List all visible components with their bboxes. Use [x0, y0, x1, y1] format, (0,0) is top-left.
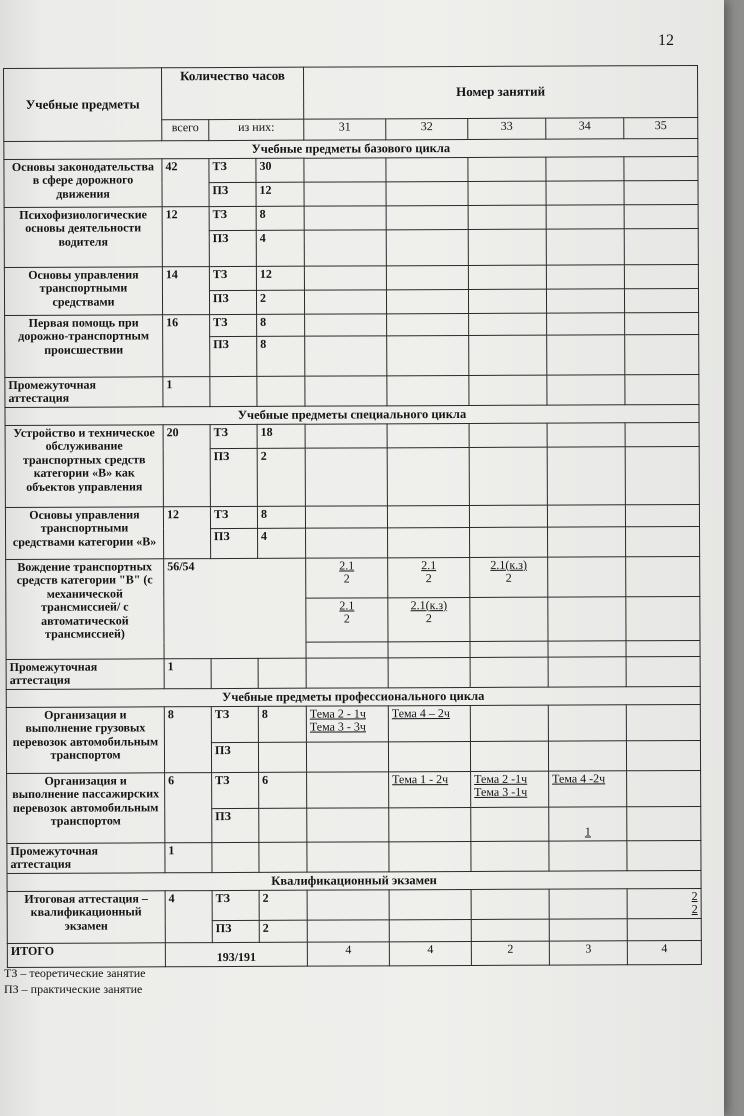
header-row: [4, 65, 698, 120]
type-pz: ПЗ: [211, 742, 258, 772]
hours-tz: 8: [257, 314, 305, 336]
lesson-cell: 2 2: [627, 888, 701, 918]
subject-name: Первая помощь при дорожно-транспортным происшествии: [5, 315, 163, 378]
total-hours: 193/191: [165, 942, 307, 967]
hours-tz: 8: [257, 506, 305, 528]
table-row: [6, 556, 700, 599]
table-row: [6, 704, 700, 743]
legend: [4, 965, 145, 997]
lesson-cell: 2.1(к.з) 2: [388, 597, 470, 641]
type-pz: ПЗ: [211, 528, 258, 558]
table-row: [5, 504, 699, 529]
total-row: [7, 940, 701, 967]
lesson-cell: 1: [549, 807, 627, 841]
subject-total: 14: [162, 267, 209, 315]
type-pz: ПЗ: [209, 182, 256, 206]
lesson-number: 31: [304, 119, 386, 140]
type-tz: ТЗ: [210, 506, 257, 528]
hours-pz: 12: [256, 182, 304, 206]
hours-pz: 8: [257, 336, 305, 376]
section-special: Учебные предметы специального цикла: [5, 404, 699, 425]
hours-pz: 4: [258, 528, 306, 558]
table-row: [7, 840, 701, 873]
subject-total: 20: [163, 424, 210, 506]
hours-pz: 4: [256, 230, 304, 266]
type-tz: ТЗ: [209, 206, 256, 230]
interim-value: 1: [165, 842, 212, 872]
table-row: [6, 656, 700, 689]
hours-tz: 8: [258, 706, 306, 742]
table-row: [5, 422, 699, 449]
section-basic: Учебные предметы базового цикла: [4, 138, 698, 159]
subject-name: Вождение транспортных средств категории "В" (с механической трансмиссией/ с автоматической трансмиссией): [6, 559, 164, 660]
lesson-cell: 2.1 2: [388, 557, 470, 597]
type-pz: ПЗ: [212, 920, 259, 942]
type-pz: ПЗ: [210, 336, 257, 376]
total-lesson: 4: [627, 940, 701, 964]
type-pz: ПЗ: [209, 230, 256, 266]
total-lesson: 3: [549, 940, 627, 964]
hours-pz: 2: [259, 920, 307, 942]
hours-tz: 2: [259, 890, 307, 920]
lesson-cell: 2.1 2: [306, 558, 388, 598]
subject-total: 12: [162, 207, 209, 267]
subject-name: Основы законодательства в сфере дорожного движения: [4, 159, 162, 208]
subject-total: 4: [165, 890, 212, 942]
table-row: [4, 156, 698, 183]
lesson-cell: Тема 2 - 1ч Тема 3 - 3ч: [306, 706, 388, 742]
hours-pz: 2: [257, 448, 305, 506]
legend-item: ТЗ – теоретические занятие: [4, 966, 146, 980]
lessons-header: Номер занятий: [303, 65, 697, 119]
total-header: всего: [162, 120, 209, 141]
interim-label: Промежуточная аттестация: [6, 659, 164, 690]
lesson-number: 35: [624, 117, 698, 138]
table-row: [4, 264, 698, 291]
subject-total: 8: [164, 706, 211, 772]
of-which-header: из них:: [209, 119, 304, 140]
total-lesson: 4: [389, 941, 471, 965]
type-tz: ТЗ: [210, 314, 257, 336]
table-row: [7, 770, 701, 809]
legend-item: ПЗ – практические занятие: [4, 982, 143, 997]
type-pz: ПЗ: [210, 448, 257, 506]
interim-label: Промежуточная аттестация: [7, 843, 165, 874]
table-row: [5, 374, 699, 407]
lesson-cell: Тема 4 -2ч: [549, 771, 627, 807]
type-tz: ТЗ: [210, 424, 257, 448]
subject-name: Основы управления транспортными средствами: [4, 267, 162, 316]
total-label: ИТОГО: [7, 942, 165, 967]
hours-tz: 8: [256, 206, 304, 230]
interim-value: 1: [163, 377, 210, 407]
hours-pz: 2: [256, 290, 304, 314]
lesson-cell: Тема 1 - 2ч: [389, 771, 471, 807]
lesson-cell: Тема 4 – 2ч: [388, 705, 470, 741]
total-lesson: 2: [471, 941, 549, 965]
subject-total: 42: [162, 159, 209, 207]
hours-tz: 12: [256, 266, 304, 290]
table-row: [5, 312, 699, 337]
lesson-number: 33: [468, 118, 546, 139]
section-exam: Квалификационный экзамен: [7, 870, 701, 891]
subject-name: Психофизиологические основы деятельности водителя: [4, 207, 162, 268]
subject-total: 6: [165, 772, 212, 842]
interim-value: 1: [164, 658, 211, 688]
lesson-number: 32: [386, 118, 468, 139]
hours-tz: 18: [257, 424, 305, 448]
table-row: [4, 204, 698, 231]
subject-total: 16: [163, 315, 210, 377]
subject-name: Итоговая аттестация – квалификационный экзамен: [7, 890, 165, 943]
table-row: [7, 888, 701, 921]
lesson-cell: 2.1(к.з) 2: [470, 557, 548, 597]
subjects-header: Учебные предметы: [4, 68, 162, 142]
subject-total: 56/54: [164, 558, 306, 659]
hours-header: Количество часов: [162, 67, 304, 120]
subject-name: Организация и выполнение пассажирских перевозок автомобильным транспортом: [7, 773, 165, 844]
subject-name: Основы управления транспортными средствами категории «В»: [5, 507, 163, 560]
section-professional: Учебные предметы профессионального цикла: [6, 686, 700, 707]
type-tz: ТЗ: [211, 706, 258, 742]
page-number: 12: [658, 32, 674, 49]
type-tz: ТЗ: [212, 772, 259, 808]
hours-tz: 6: [259, 772, 307, 808]
interim-label: Промежуточная аттестация: [5, 377, 163, 408]
type-tz: ТЗ: [209, 266, 256, 290]
schedule-table: [3, 65, 702, 968]
type-tz: ТЗ: [209, 158, 256, 182]
type-pz: ПЗ: [212, 808, 259, 842]
subject-name: Устройство и техническое обслуживание транспортных средств категории «В» как объектов управления: [5, 425, 163, 508]
lesson-cell: 2.1 2: [306, 598, 388, 642]
subject-name: Организация и выполнение грузовых перевозок автомобильным транспортом: [6, 707, 164, 774]
type-tz: ТЗ: [212, 890, 259, 920]
hours-tz: 30: [256, 158, 304, 182]
lesson-cell: Тема 2 -1ч Тема 3 -1ч: [471, 771, 549, 807]
subject-total: 12: [163, 506, 210, 558]
type-pz: ПЗ: [209, 290, 256, 314]
lesson-number: 34: [546, 118, 624, 139]
total-lesson: 4: [307, 941, 389, 965]
